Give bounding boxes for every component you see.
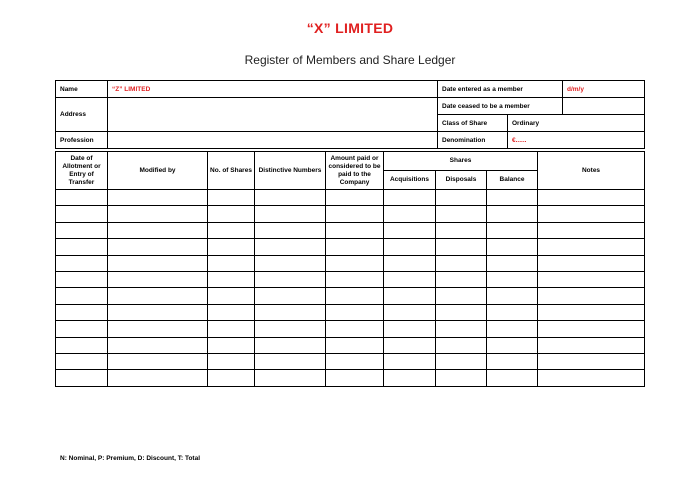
cell-modified-by[interactable]: [108, 239, 208, 255]
cell-disposals[interactable]: [436, 271, 487, 287]
date-entered-label: Date entered as a member: [438, 81, 563, 98]
cell-balance[interactable]: [487, 271, 538, 287]
col-header-acquisitions: Acquisitions: [384, 171, 436, 190]
cell-amount-paid[interactable]: [326, 370, 384, 386]
cell-no-of-shares[interactable]: [208, 271, 255, 287]
cell-balance[interactable]: [487, 304, 538, 320]
table-row: [56, 222, 645, 238]
cell-notes[interactable]: [538, 271, 645, 287]
profession-label: Profession: [56, 132, 108, 149]
profession-field[interactable]: [108, 132, 438, 149]
cell-amount-paid[interactable]: [326, 337, 384, 353]
cell-balance[interactable]: [487, 239, 538, 255]
cell-balance[interactable]: [487, 222, 538, 238]
cell-disposals[interactable]: [436, 370, 487, 386]
cell-no-of-shares[interactable]: [208, 321, 255, 337]
table-row: [56, 206, 645, 222]
cell-notes[interactable]: [538, 239, 645, 255]
cell-notes[interactable]: [538, 206, 645, 222]
cell-date[interactable]: [56, 337, 108, 353]
footer-legend: N: Nominal, P: Premium, D: Discount, T: Total: [60, 455, 200, 462]
cell-modified-by[interactable]: [108, 337, 208, 353]
address-label: Address: [56, 98, 108, 132]
cell-acquisitions[interactable]: [384, 190, 436, 206]
cell-acquisitions[interactable]: [384, 271, 436, 287]
cell-amount-paid[interactable]: [326, 321, 384, 337]
cell-amount-paid[interactable]: [326, 206, 384, 222]
cell-amount-paid[interactable]: [326, 271, 384, 287]
cell-date[interactable]: [56, 288, 108, 304]
cell-notes[interactable]: [538, 370, 645, 386]
cell-modified-by[interactable]: [108, 190, 208, 206]
col-header-amount-paid: Amount paid or considered to be paid to the Company: [326, 152, 384, 190]
cell-date[interactable]: [56, 239, 108, 255]
cell-disposals[interactable]: [436, 190, 487, 206]
cell-date[interactable]: [56, 321, 108, 337]
table-row: [56, 353, 645, 369]
cell-notes[interactable]: [538, 304, 645, 320]
col-header-disposals: Disposals: [436, 171, 487, 190]
cell-notes[interactable]: [538, 337, 645, 353]
cell-distinctive-numbers[interactable]: [255, 288, 326, 304]
address-field[interactable]: [108, 98, 438, 132]
cell-disposals[interactable]: [436, 255, 487, 271]
cell-balance[interactable]: [487, 190, 538, 206]
cell-date[interactable]: [56, 222, 108, 238]
cell-distinctive-numbers[interactable]: [255, 304, 326, 320]
cell-notes[interactable]: [538, 288, 645, 304]
cell-balance[interactable]: [487, 353, 538, 369]
cell-date[interactable]: [56, 353, 108, 369]
cell-no-of-shares[interactable]: [208, 206, 255, 222]
class-of-share-field[interactable]: Ordinary: [508, 115, 645, 132]
cell-notes[interactable]: [538, 353, 645, 369]
cell-no-of-shares[interactable]: [208, 222, 255, 238]
cell-acquisitions[interactable]: [384, 304, 436, 320]
share-ledger-table: [55, 151, 645, 387]
table-row: [56, 255, 645, 271]
table-row: [56, 370, 645, 386]
table-row: [56, 271, 645, 287]
name-label: Name: [56, 81, 108, 98]
col-header-balance: Balance: [487, 171, 538, 190]
cell-notes[interactable]: [538, 190, 645, 206]
cell-no-of-shares[interactable]: [208, 190, 255, 206]
col-header-shares-group: Shares: [384, 152, 538, 171]
cell-no-of-shares[interactable]: [208, 337, 255, 353]
col-header-no-of-shares: No. of Shares: [208, 152, 255, 190]
cell-distinctive-numbers[interactable]: [255, 321, 326, 337]
table-row: [56, 304, 645, 320]
cell-notes[interactable]: [538, 321, 645, 337]
cell-distinctive-numbers[interactable]: [255, 337, 326, 353]
cell-modified-by[interactable]: [108, 304, 208, 320]
cell-balance[interactable]: [487, 255, 538, 271]
denomination-field[interactable]: €......: [508, 132, 645, 149]
col-header-notes: Notes: [538, 152, 645, 190]
cell-amount-paid[interactable]: [326, 190, 384, 206]
cell-modified-by[interactable]: [108, 288, 208, 304]
cell-balance[interactable]: [487, 370, 538, 386]
cell-amount-paid[interactable]: [326, 288, 384, 304]
register-subtitle: Register of Members and Share Ledger: [244, 53, 456, 67]
cell-date[interactable]: [56, 190, 108, 206]
cell-date[interactable]: [56, 304, 108, 320]
cell-disposals[interactable]: [436, 206, 487, 222]
cell-balance[interactable]: [487, 206, 538, 222]
member-info-table: [55, 80, 645, 149]
cell-acquisitions[interactable]: [384, 239, 436, 255]
cell-date[interactable]: [56, 255, 108, 271]
table-row: [56, 321, 645, 337]
cell-no-of-shares[interactable]: [208, 370, 255, 386]
cell-amount-paid[interactable]: [326, 222, 384, 238]
cell-modified-by[interactable]: [108, 271, 208, 287]
cell-distinctive-numbers[interactable]: [255, 239, 326, 255]
cell-acquisitions[interactable]: [384, 206, 436, 222]
table-row: [56, 190, 645, 206]
cell-distinctive-numbers[interactable]: [255, 190, 326, 206]
col-header-distinctive-numbers: Distinctive Numbers: [255, 152, 326, 190]
cell-no-of-shares[interactable]: [208, 288, 255, 304]
cell-acquisitions[interactable]: [384, 370, 436, 386]
cell-disposals[interactable]: [436, 222, 487, 238]
cell-distinctive-numbers[interactable]: [255, 222, 326, 238]
cell-amount-paid[interactable]: [326, 255, 384, 271]
cell-modified-by[interactable]: [108, 206, 208, 222]
cell-distinctive-numbers[interactable]: [255, 353, 326, 369]
cell-distinctive-numbers[interactable]: [255, 255, 326, 271]
cell-balance[interactable]: [487, 337, 538, 353]
class-of-share-label: Class of Share: [438, 115, 508, 132]
cell-no-of-shares[interactable]: [208, 239, 255, 255]
cell-distinctive-numbers[interactable]: [255, 370, 326, 386]
cell-balance[interactable]: [487, 288, 538, 304]
date-ceased-field[interactable]: [563, 98, 645, 115]
cell-acquisitions[interactable]: [384, 255, 436, 271]
cell-date[interactable]: [56, 370, 108, 386]
cell-acquisitions[interactable]: [384, 353, 436, 369]
name-value-field[interactable]: “Z” LIMITED: [108, 81, 438, 98]
cell-acquisitions[interactable]: [384, 337, 436, 353]
ledger-rows: [56, 190, 645, 387]
cell-modified-by[interactable]: [108, 353, 208, 369]
cell-notes[interactable]: [538, 255, 645, 271]
cell-acquisitions[interactable]: [384, 288, 436, 304]
cell-modified-by[interactable]: [108, 321, 208, 337]
cell-amount-paid[interactable]: [326, 304, 384, 320]
col-header-modified-by: Modified by: [108, 152, 208, 190]
cell-amount-paid[interactable]: [326, 353, 384, 369]
cell-no-of-shares[interactable]: [208, 255, 255, 271]
cell-modified-by[interactable]: [108, 222, 208, 238]
cell-acquisitions[interactable]: [384, 222, 436, 238]
table-row: [56, 337, 645, 353]
cell-disposals[interactable]: [436, 239, 487, 255]
table-row: [56, 239, 645, 255]
cell-balance[interactable]: [487, 321, 538, 337]
cell-disposals[interactable]: [436, 304, 487, 320]
cell-disposals[interactable]: [436, 288, 487, 304]
cell-modified-by[interactable]: [108, 255, 208, 271]
cell-no-of-shares[interactable]: [208, 353, 255, 369]
company-title: “X” LIMITED: [306, 20, 394, 36]
date-ceased-label: Date ceased to be a member: [438, 98, 563, 115]
cell-distinctive-numbers[interactable]: [255, 206, 326, 222]
denomination-label: Denomination: [438, 132, 508, 149]
cell-no-of-shares[interactable]: [208, 304, 255, 320]
cell-amount-paid[interactable]: [326, 239, 384, 255]
date-entered-field[interactable]: d/m/y: [563, 81, 645, 98]
cell-disposals[interactable]: [436, 337, 487, 353]
cell-disposals[interactable]: [436, 321, 487, 337]
cell-distinctive-numbers[interactable]: [255, 271, 326, 287]
col-header-date: Date of Allotment or Entry of Transfer: [56, 152, 108, 190]
cell-date[interactable]: [56, 271, 108, 287]
cell-date[interactable]: [56, 206, 108, 222]
cell-modified-by[interactable]: [108, 370, 208, 386]
table-row: [56, 288, 645, 304]
cell-acquisitions[interactable]: [384, 321, 436, 337]
cell-disposals[interactable]: [436, 353, 487, 369]
cell-notes[interactable]: [538, 222, 645, 238]
